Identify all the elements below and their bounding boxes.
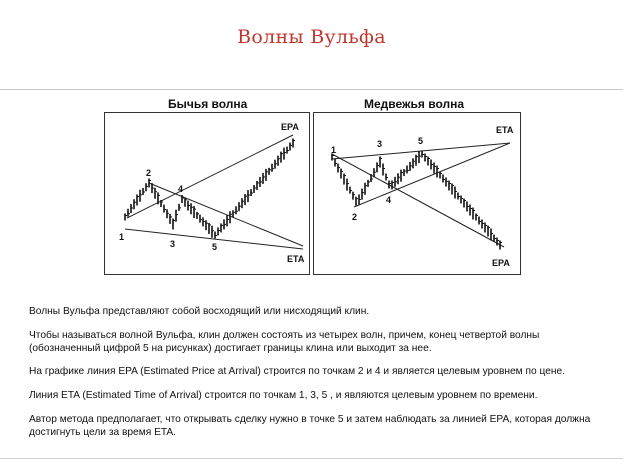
bull-label-5: 5 xyxy=(212,242,218,252)
bull-label-epa: EPA xyxy=(281,122,299,132)
bear-label-epa: EPA xyxy=(492,258,510,268)
bull-wave-svg xyxy=(105,113,311,276)
bull-label-eta: ETA xyxy=(287,254,305,264)
bear-label-3: 3 xyxy=(377,139,383,149)
bear-label-eta: ETA xyxy=(496,125,514,135)
bear-label-4: 4 xyxy=(386,195,392,205)
bull-wave-heading: Бычья волна xyxy=(168,97,248,111)
bottom-divider xyxy=(0,458,623,459)
bull-price-bars xyxy=(125,139,295,239)
bull-label-3: 3 xyxy=(170,239,176,249)
paragraph-definition: Волны Вульфа представляют собой восходящий или нисходящий клин. xyxy=(29,306,370,317)
paragraph-epa: На графике линия EPA (Estimated Price at Arrival) строится по точкам 2 и 4 и является целевым уровнем по цене. xyxy=(29,366,566,377)
bear-wave-chart xyxy=(313,112,521,275)
bear-wave-svg xyxy=(314,113,522,276)
bull-label-2: 2 xyxy=(146,168,152,178)
paragraph-strategy: Автор метода предполагает, что открывать сделку нужно в точке 5 и затем наблюдать за линией EPA, которая должна достигнуть цели за время ETA. xyxy=(29,414,591,438)
bull-label-1: 1 xyxy=(119,232,125,242)
bear-label-5: 5 xyxy=(418,136,424,146)
bear-label-1: 1 xyxy=(331,145,337,155)
title-divider xyxy=(0,89,623,90)
bull-upper-wedge-line xyxy=(149,183,303,246)
bear-lower-wedge-line xyxy=(354,143,510,207)
page-title: Волны Вульфа xyxy=(237,26,386,48)
bear-wave-heading: Медвежья волна xyxy=(364,97,465,111)
bull-label-4: 4 xyxy=(178,184,184,194)
paragraph-conditions: Чтобы называться волной Вульфа, клин должен состоять из четырех волн, причем, конец четвертой волны (обозначенный цифрой 5 на рисунках) достигает границы клина или выходит за нее. xyxy=(29,330,540,354)
paragraph-eta: Линия ETA (Estimated Time of Arrival) строится по точкам 1, 3, 5 , и являются целевым уровнем по времени. xyxy=(29,390,538,401)
bear-label-2: 2 xyxy=(352,212,358,222)
bear-upper-wedge-line xyxy=(332,154,504,247)
bull-wave-chart xyxy=(104,112,310,275)
bull-epa-line xyxy=(127,135,293,218)
